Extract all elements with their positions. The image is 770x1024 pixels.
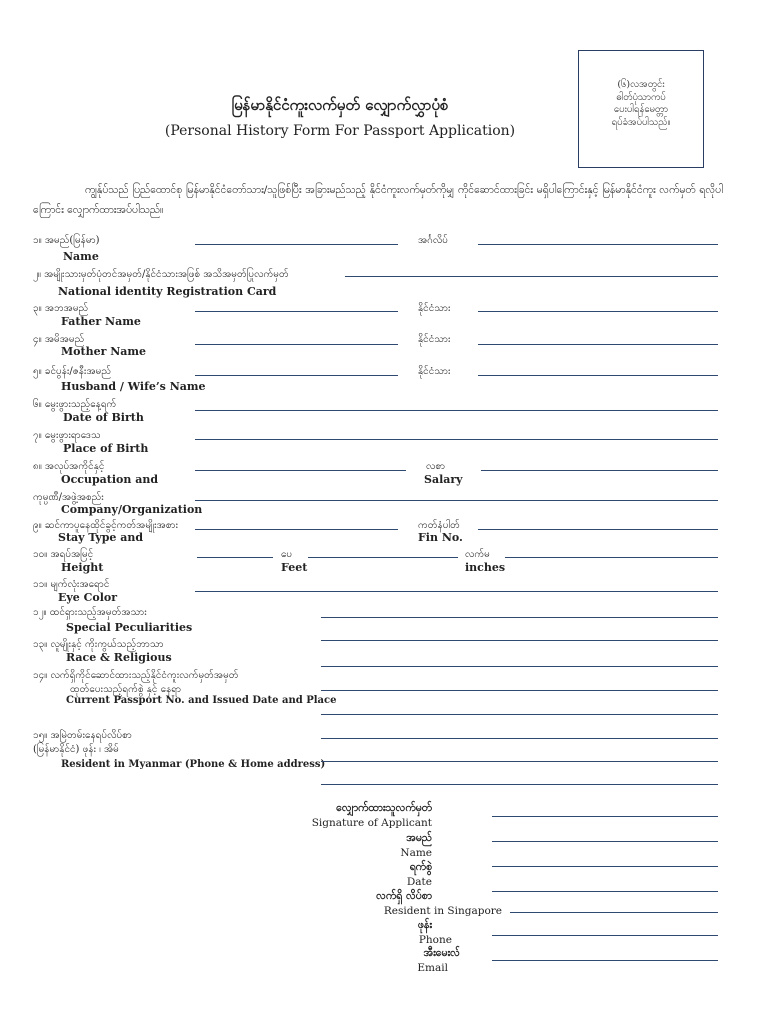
date-label-en: Date	[406, 876, 432, 888]
signature-label-my: လျှောက်ထားသူလက်မှတ်	[336, 802, 432, 814]
spouse-label-my: ၅။ ခင်ပွန်း/ဇနီးအမည်	[33, 366, 112, 377]
feet-label-en: Feet	[281, 561, 308, 574]
name-myanmar-line[interactable]	[195, 244, 398, 245]
passport-line-2[interactable]	[321, 714, 718, 715]
salary-label-my: လစာ	[426, 461, 446, 472]
photo-note-line-3: ပေးပါရန်မေတ္တာ	[613, 104, 669, 115]
stay-type-label-my: ၉။ ဆင်ကာပူနေထိုင်ခွင့်ကတ်အမျိုးအစား	[33, 520, 179, 531]
alias-label: အင်္ဂလိပ်	[418, 235, 448, 246]
stay-type-line[interactable]	[195, 529, 398, 530]
passport-label-my-2: ထုတ်ပေးသည့်ရက်စွဲ နှင့် နေရာ	[70, 684, 182, 695]
address-label-my-2: (မြန်မာနိုင်ငံ) ဖုန်း ၊ အိမ်	[33, 744, 119, 755]
height-inches-line[interactable]	[505, 557, 718, 558]
fin-line[interactable]	[478, 529, 718, 530]
father-name-line[interactable]	[195, 311, 398, 312]
height-label-en: Height	[61, 561, 104, 574]
height-label-my: ၁၀။ အရပ်အမြင့်	[33, 549, 94, 560]
name-label-my: ၁။ အမည်(မြန်မာ)	[33, 235, 100, 246]
phone-line[interactable]	[492, 935, 718, 936]
dob-label-my: ၆။ မွေးဖွားသည့်နေ့ရက်	[33, 399, 117, 410]
singapore-address-label-en: Resident in Singapore	[383, 905, 502, 917]
eye-color-line[interactable]	[195, 591, 718, 592]
race-label-my: ၁၃။ လူမျိုးနှင့် ကိုးကွယ်သည့်ဘာသာ	[33, 639, 164, 650]
eye-color-label-en: Eye Color	[58, 591, 118, 604]
race-line[interactable]	[321, 666, 718, 667]
fin-label-en: Fin No.	[418, 531, 463, 544]
occupation-label-my: ၈။ အလုပ်အကိုင်နှင့်	[33, 461, 105, 472]
spouse-name-line[interactable]	[195, 375, 398, 376]
occupation-line[interactable]	[195, 470, 406, 471]
fin-label-my: ကတ်နံပါတ်	[418, 520, 460, 531]
marks-line-2[interactable]	[321, 640, 718, 641]
stay-type-label-en: Stay Type and	[58, 531, 144, 544]
address-label-en: Resident in Myanmar (Phone & Home address)	[61, 759, 326, 770]
marks-line[interactable]	[321, 617, 718, 618]
pob-label-my: ၇။ မွေးဖွားရာဒေသ	[33, 430, 101, 441]
name-english-line[interactable]	[478, 244, 718, 245]
dob-label-en: Date of Birth	[63, 411, 144, 424]
dob-line[interactable]	[195, 410, 718, 411]
phone-label-my: ဖုန်း	[417, 919, 432, 931]
feet-label-my: ပေ	[281, 549, 293, 560]
signature-line[interactable]	[492, 816, 718, 817]
mother-nationality-line[interactable]	[478, 344, 718, 345]
inches-label-my: လက်မ	[465, 549, 490, 560]
photo-note-line-2: ဓါတ်ပုံသာကပ်	[616, 91, 666, 103]
applicant-name-line[interactable]	[492, 841, 718, 842]
phone-label-en: Phone	[418, 934, 452, 946]
photo-note-line-4: ရပ်ခံအပ်ပါသည်။	[611, 116, 671, 128]
pob-label-en: Place of Birth	[63, 442, 149, 455]
address-line-2[interactable]	[321, 761, 718, 762]
salary-line[interactable]	[481, 470, 718, 471]
nrc-line[interactable]	[345, 276, 718, 277]
signature-label-en: Signature of Applicant	[311, 817, 432, 829]
race-label-en: Race & Religious	[66, 651, 172, 664]
passport-line-1[interactable]	[321, 690, 718, 691]
mother-label-en: Mother Name	[61, 345, 147, 358]
singapore-address-line-2[interactable]	[510, 912, 718, 913]
company-label-my: ကုမ္ပဏီ/အဖွဲ့အစည်း	[33, 492, 104, 503]
form-title-english: (Personal History Form For Passport Application)	[164, 123, 516, 139]
spouse-label-en: Husband / Wife’s Name	[61, 380, 206, 393]
company-line[interactable]	[195, 500, 718, 501]
form-title-myanmar: မြန်မာနိုင်ငံကူးလက်မှတ် လျှောက်လွှာပုံစံ	[231, 96, 449, 114]
height-feet-line[interactable]	[308, 557, 458, 558]
height-field-line[interactable]	[197, 557, 273, 558]
marks-label-en: Special Peculiarities	[66, 621, 193, 634]
photo-note-line-1: (၆)လအတွင်း	[617, 79, 665, 90]
photo-box	[578, 50, 704, 168]
email-line[interactable]	[492, 960, 718, 961]
address-line-1[interactable]	[321, 738, 718, 739]
name-label-en: Name	[63, 250, 99, 263]
eye-color-label-my: ၁၁။ မျက်လုံးအရောင်	[33, 579, 110, 590]
nrc-label-en: National identity Registration Card	[58, 285, 277, 298]
mother-name-line[interactable]	[195, 344, 398, 345]
inches-label-en: inches	[465, 561, 506, 574]
address-label-my: ၁၅။ အမြဲတမ်းနေရပ်လိပ်စာ	[33, 730, 132, 741]
pob-line[interactable]	[195, 439, 718, 440]
singapore-address-line-1[interactable]	[492, 891, 718, 892]
date-label-my: ရက်စွဲ	[409, 861, 432, 873]
mother-label-my: ၄။ အမိအမည်	[33, 334, 85, 345]
father-nationality-label: နိုင်ငံသား	[418, 303, 451, 314]
singapore-address-label-my: လက်ရှိ လိပ်စာ	[376, 890, 432, 902]
passport-label-en: Current Passport No. and Issued Date and Place	[66, 695, 337, 706]
email-label-my: အီးမေးလ်	[423, 947, 460, 959]
father-label-my: ၃။ အဘအမည်	[33, 303, 89, 314]
salary-label-en: Salary	[424, 473, 463, 486]
marks-label-my: ၁၂။ ထင်ရှားသည့်အမှတ်အသား	[33, 607, 147, 618]
spouse-nationality-label: နိုင်ငံသား	[418, 366, 451, 377]
father-label-en: Father Name	[61, 315, 141, 328]
mother-nationality-label: နိုင်ငံသား	[418, 334, 451, 345]
passport-label-my: ၁၄။ လက်ရှိကိုင်ဆောင်ထားသည့်နိုင်ငံကူးလက်မှတ်အမှတ်	[33, 670, 239, 681]
occupation-label-en: Occupation and	[61, 473, 159, 486]
applicant-name-label-en: Name	[400, 847, 432, 859]
spouse-nationality-line[interactable]	[478, 375, 718, 376]
address-line-3[interactable]	[321, 784, 718, 785]
company-label-en: Company/Organization	[61, 503, 203, 516]
declaration-paragraph: ကျွန်ုပ်သည် ပြည်ထောင်စု မြန်မာနိုင်ငံတော်သား/သူဖြစ်ပြီး အခြားမည်သည့် နိုင်ငံကူးလက်မှတ်ကိုမျှ ကိုင်ဆောင်ထားခြင်း မရှိပါကြောင်းနှင့် မြန်မာနိုင်ငံကူး လက်မှတ် ရလိုပါကြောင်း လျှောက်ထားအပ်ပါသည်။	[33, 184, 723, 216]
date-line[interactable]	[492, 866, 718, 867]
email-label-en: Email	[417, 962, 448, 974]
applicant-name-label-my: အမည်	[406, 832, 432, 844]
father-nationality-line[interactable]	[478, 311, 718, 312]
nrc-label-my: ၂။ အမျိုးသားမှတ်ပုံတင်အမှတ်/နိုင်ငံသားအဖြစ် အသိအမှတ်ပြုလက်မှတ်	[33, 269, 289, 280]
